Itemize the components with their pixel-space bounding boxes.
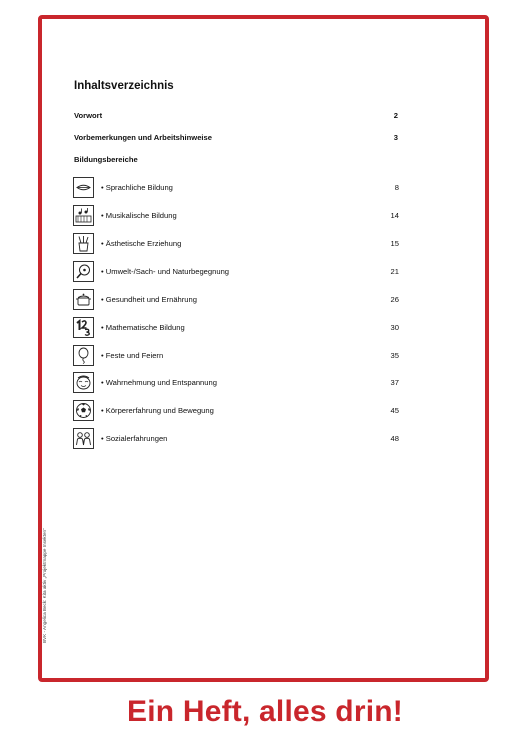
toc-entry-koerpererfahrung-bewegung[interactable] bbox=[73, 399, 399, 421]
toc-entry-label: • Ästhetische Erziehung bbox=[101, 238, 182, 248]
balloon-icon bbox=[73, 345, 94, 366]
toc-entry-label: • Gesundheit und Ernährung bbox=[101, 294, 197, 304]
copyright-note: BVK - Angelica Beck: Kita aktiv „Projektmappe Insekten“ bbox=[42, 528, 47, 643]
relaxing-face-icon bbox=[73, 372, 94, 393]
toc-entry-page: 37 bbox=[390, 377, 399, 387]
toc-title: Inhaltsverzeichnis bbox=[74, 80, 174, 92]
toc-entry-page: 21 bbox=[390, 266, 399, 276]
toc-entry-label: • Umwelt-/Sach- und Naturbegegnung bbox=[101, 266, 230, 276]
toc-entry-wahrnehmung-entspannung[interactable] bbox=[73, 371, 399, 393]
section-heading: Bildungsbereiche bbox=[74, 155, 138, 164]
toc-entry-page: 26 bbox=[390, 294, 399, 304]
toc-entry-label: • Mathematische Bildung bbox=[101, 322, 185, 332]
toc-entry-label: • Sozialerfahrungen bbox=[101, 433, 168, 443]
toc-entry-page: 8 bbox=[394, 182, 399, 192]
toc-entry-gesundheit-ernaehrung[interactable] bbox=[73, 288, 399, 310]
toc-entry-aesthetische-erziehung[interactable] bbox=[73, 232, 399, 254]
toc-entry-label: Vorbemerkungen und Arbeitshinweise bbox=[74, 133, 212, 142]
toc-entry-vorbemerkungen[interactable] bbox=[74, 133, 398, 142]
paint-brushes-icon bbox=[73, 233, 94, 254]
toc-entry-page: 45 bbox=[390, 405, 399, 415]
toc-entry-label: • Musikalische Bildung bbox=[101, 210, 177, 220]
toc-entry-musikalische-bildung[interactable] bbox=[73, 204, 399, 226]
toc-entry-label: • Sprachliche Bildung bbox=[101, 182, 173, 192]
toc-entry-page: 15 bbox=[390, 238, 399, 248]
toc-entry-umwelt-sach-naturbegegnung[interactable] bbox=[73, 260, 399, 282]
toc-entry-vorwort[interactable] bbox=[74, 111, 398, 120]
numbers-icon bbox=[73, 317, 94, 338]
toc-entry-label: • Feste und Feiern bbox=[101, 350, 164, 360]
music-notes-icon bbox=[73, 205, 94, 226]
children-group-icon bbox=[73, 428, 94, 449]
toc-entry-page: 14 bbox=[390, 210, 399, 220]
toc-entry-sozialerfahrungen[interactable] bbox=[73, 427, 399, 449]
toc-entry-page: 48 bbox=[390, 433, 399, 443]
banner-slogan: Ein Heft, alles drin! bbox=[127, 695, 403, 728]
toc-entry-label: Vorwort bbox=[74, 111, 103, 120]
mouth-icon bbox=[73, 177, 94, 198]
toc-entry-sprachliche-bildung[interactable] bbox=[73, 176, 399, 198]
magnifying-glass-icon bbox=[73, 261, 94, 282]
toc-entry-page: 35 bbox=[390, 350, 399, 360]
toc-entry-page: 3 bbox=[393, 133, 398, 142]
football-icon bbox=[73, 400, 94, 421]
toc-entry-label: • Wahrnehmung und Entspannung bbox=[101, 377, 217, 387]
toc-entry-page: 30 bbox=[390, 322, 399, 332]
toc-entry-feste-feiern[interactable] bbox=[73, 344, 399, 366]
cooking-pot-icon bbox=[73, 289, 94, 310]
toc-entry-mathematische-bildung[interactable] bbox=[73, 316, 399, 338]
toc-entry-page: 2 bbox=[393, 111, 398, 120]
toc-entry-label: • Körpererfahrung und Bewegung bbox=[101, 405, 214, 415]
